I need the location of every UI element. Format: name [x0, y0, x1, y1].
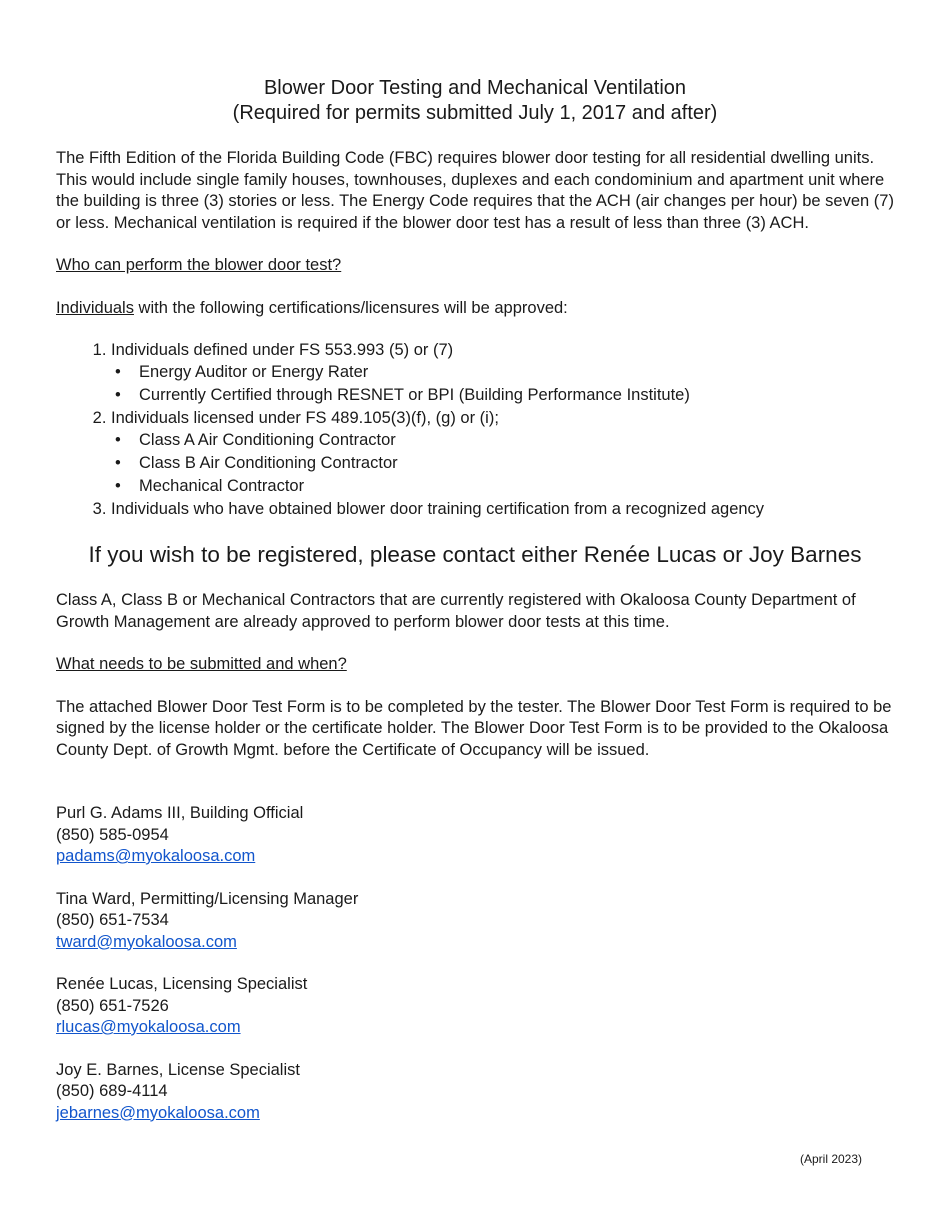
contact-name: Renée Lucas, Licensing Specialist — [56, 975, 308, 993]
list-item — [111, 339, 894, 407]
title-line-2: (Required for permits submitted July 1, 2017 and after) — [232, 102, 718, 124]
title-line-1: Blower Door Testing and Mechanical Ventilation — [263, 77, 687, 99]
contact-phone: (850) 689-4114 — [56, 1082, 168, 1100]
sub-list-item: • Energy Auditor or Energy Rater — [139, 361, 894, 384]
sub-list-item: • Mechanical Contractor — [139, 475, 894, 498]
contact-name: Purl G. Adams III, Building Official — [56, 804, 304, 822]
document-title — [56, 76, 894, 126]
contact-email-link[interactable]: rlucas@myokaloosa.com — [56, 1018, 241, 1036]
contact-name: Tina Ward, Permitting/Licensing Manager — [56, 889, 359, 908]
registration-notice: If you wish to be registered, please contact either Renée Lucas or Joy Barnes — [88, 542, 862, 567]
sub-list-item: • Class B Air Conditioning Contractor — [139, 452, 894, 475]
contact-email-link[interactable]: padams@myokaloosa.com — [56, 847, 256, 865]
approved-rest: with the following certifications/licensures will be approved: — [133, 298, 568, 317]
contact-block — [56, 1060, 894, 1125]
sub-list-item: • Currently Certified through RESNET or BPI (Building Performance Institute) — [139, 384, 894, 407]
submit-heading — [56, 654, 894, 676]
list-item — [111, 498, 894, 520]
sub-list — [111, 429, 894, 498]
list-item — [111, 407, 894, 498]
approved-lead: Individuals — [56, 298, 134, 317]
contact-block — [56, 889, 894, 954]
approved-statement — [56, 298, 894, 320]
contact-email-link[interactable]: jebarnes@myokaloosa.com — [56, 1103, 260, 1122]
class-paragraph: Class A, Class B or Mechanical Contractors that are currently registered with Okaloosa County Department of Growth Management are already approved to perform blower door tests at this time. — [56, 591, 856, 631]
footer-date: (April 2023) — [800, 1152, 863, 1166]
contact-phone: (850) 651-7534 — [56, 911, 169, 929]
list-item-label: Individuals defined under FS 553.993 (5) or (7) — [111, 341, 454, 359]
contact-block — [56, 974, 894, 1039]
list-item-label: Individuals licensed under FS 489.105(3)(f), (g) or (i); — [111, 409, 499, 427]
intro-paragraph: The Fifth Edition of the Florida Building Code (FBC) requires blower door testing for all residential dwelling units. This would include single family houses, townhouses, duplexes and each condominium and apartment unit where the building is three (3) stories or less. The Energy Code requires that the ACH (air changes per hour) be seven (7) or less. Mechanical ventilation is required if the blower door test has a result of less than three (3) ACH. — [56, 149, 894, 232]
contacts-section — [56, 803, 894, 1124]
document-page — [56, 76, 894, 1124]
submit-paragraph: The attached Blower Door Test Form is to be completed by the tester. The Blower Door Test Form is required to be signed by the license holder or the certificate holder. The Blower Door Test Form is to be provided to the Okaloosa County Dept. of Growth Mgmt. before the Certificate of Occupancy will be issued. — [56, 697, 892, 759]
contact-phone: (850) 585-0954 — [56, 825, 169, 844]
qualification-list — [56, 339, 894, 520]
list-item-label: Individuals who have obtained blower door training certification from a recognized agency — [111, 500, 765, 518]
contact-block — [56, 803, 894, 868]
contact-phone: (850) 651-7526 — [56, 996, 169, 1015]
contact-name: Joy E. Barnes, License Specialist — [56, 1060, 300, 1079]
sub-list-item: • Class A Air Conditioning Contractor — [139, 429, 894, 452]
sub-list — [111, 361, 894, 407]
who-heading-text: Who can perform the blower door test? — [56, 256, 342, 274]
who-heading — [56, 255, 894, 277]
submit-heading-text: What needs to be submitted and when? — [56, 655, 347, 673]
contact-email-link[interactable]: tward@myokaloosa.com — [56, 932, 237, 951]
